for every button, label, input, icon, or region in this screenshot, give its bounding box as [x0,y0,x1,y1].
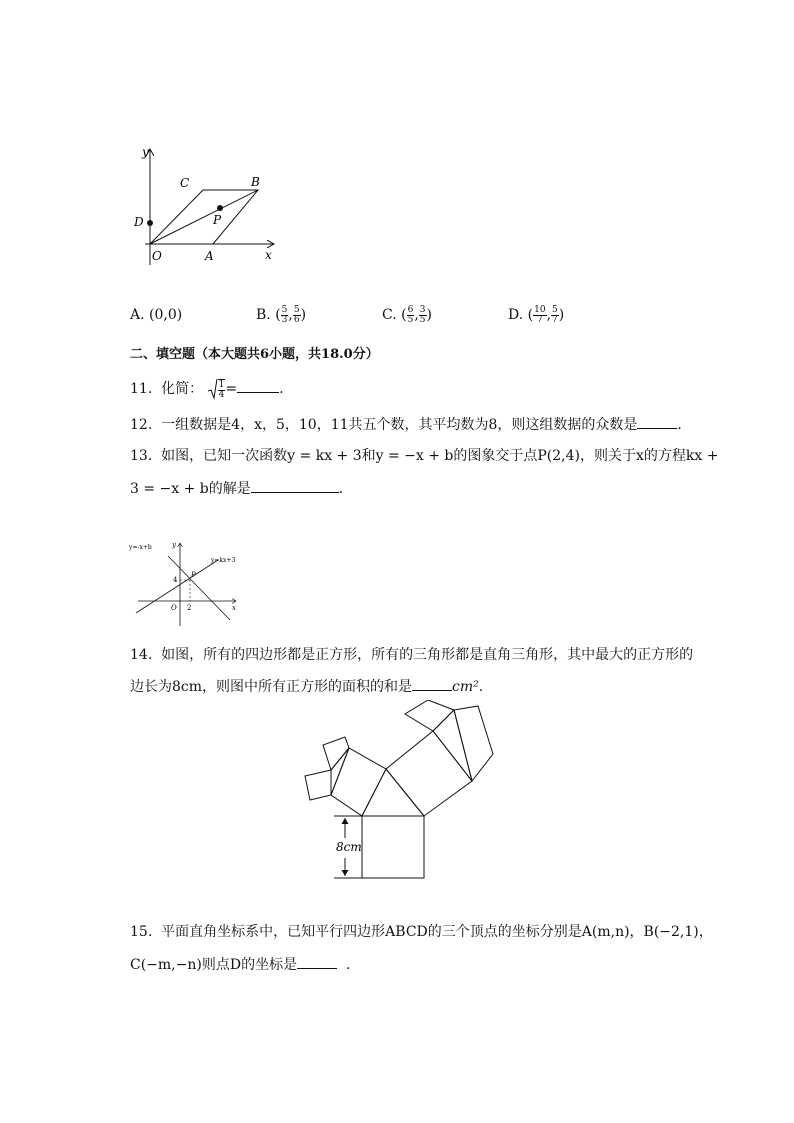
pythagoras-tree-figure [300,700,500,885]
option-a[interactable]: A. (0,0) [130,307,183,323]
line-neg-x-plus-b [168,556,230,620]
fig2-o-label: O [171,604,177,612]
answer-blank-15[interactable] [297,954,337,969]
question-14-line2: 边长为8cm，则图中所有正方形的面积的和是 cm². [130,676,483,697]
diagonal-ob [150,190,258,244]
largest-square [362,816,424,878]
point-d [147,220,153,226]
x-axis-label: x [265,248,272,262]
fig2-y-label: y [172,541,176,549]
linear-functions-figure [128,538,242,628]
label-o: O [152,249,162,263]
square-left-a [323,737,349,770]
label-c: C [180,176,190,190]
answer-blank-13[interactable] [251,478,339,493]
answer-blank-14[interactable] [412,676,452,691]
line-kx-plus-3 [136,560,218,613]
square-right-b [454,706,493,781]
fig2-tick-4: 4 [173,576,178,584]
square-left-b [305,770,331,800]
question-13-line1: 13. 如图，已知一次函数y = kx + 3和y = −x + b的图象交于点P(2,4)，则关于x的方程kx + [130,448,719,464]
question-12: 12. 一组数据是4，x，5，10，11共五个数，其平均数为8，则这组数据的众数是 . [130,414,682,435]
dimension-label: 8cm [336,840,362,854]
option-b[interactable]: B. ( $\frac{5}{3}$ , $\frac{5}{6}$ ) [256,304,307,325]
label-p: P [213,213,222,227]
option-d[interactable]: D. ( $\frac{10}{7}$ , $\frac{5}{7}$ ) [508,304,565,325]
question-11: 11. 化简： $\frac{1}{4}$ = . [130,379,284,400]
fig2-label-line1: y=-x+b [129,544,152,551]
fig2-x-label: x [232,604,236,612]
triangle-left [331,748,349,795]
fig2-p-label: P [191,571,196,579]
question-15-line1: 15. 平面直角坐标系中，已知平行四边形ABCD的三个顶点的坐标分别是A(m,n)，B(−2,1)， [130,924,713,940]
label-b: B [251,175,260,189]
square-right-a [405,700,454,731]
question-13-line2: 3 = −x + b的解是 . [130,478,343,499]
square-right-mid [386,731,472,816]
sqrt-expression: $\frac{1}{4}$ [208,378,226,400]
label-d: D [134,215,144,229]
answer-blank-12[interactable] [637,414,677,429]
fig2-label-line2: y=kx+3 [211,557,236,564]
question-15-line2: C(−m,−n)则点D的坐标是 . [130,954,350,975]
option-c[interactable]: C. ( $\frac{6}{5}$ , $\frac{3}{5}$ ) [382,304,432,325]
triangle-1 [362,769,424,816]
label-a: A [205,249,214,263]
triangle-right [433,710,472,781]
point-p [217,205,223,211]
square-left-mid [331,748,386,816]
answer-blank-11[interactable] [237,378,279,393]
y-axis-label: y [142,145,149,159]
section-heading: 二、填空题（本大题共6小题，共18.0分） [130,347,379,362]
parallelogram-figure [125,140,285,270]
question-14-line1: 14. 如图，所有的四边形都是正方形，所有的三角形都是直角三角形，其中最大的正方形的 [130,647,694,663]
fig2-tick-2: 2 [187,604,192,612]
